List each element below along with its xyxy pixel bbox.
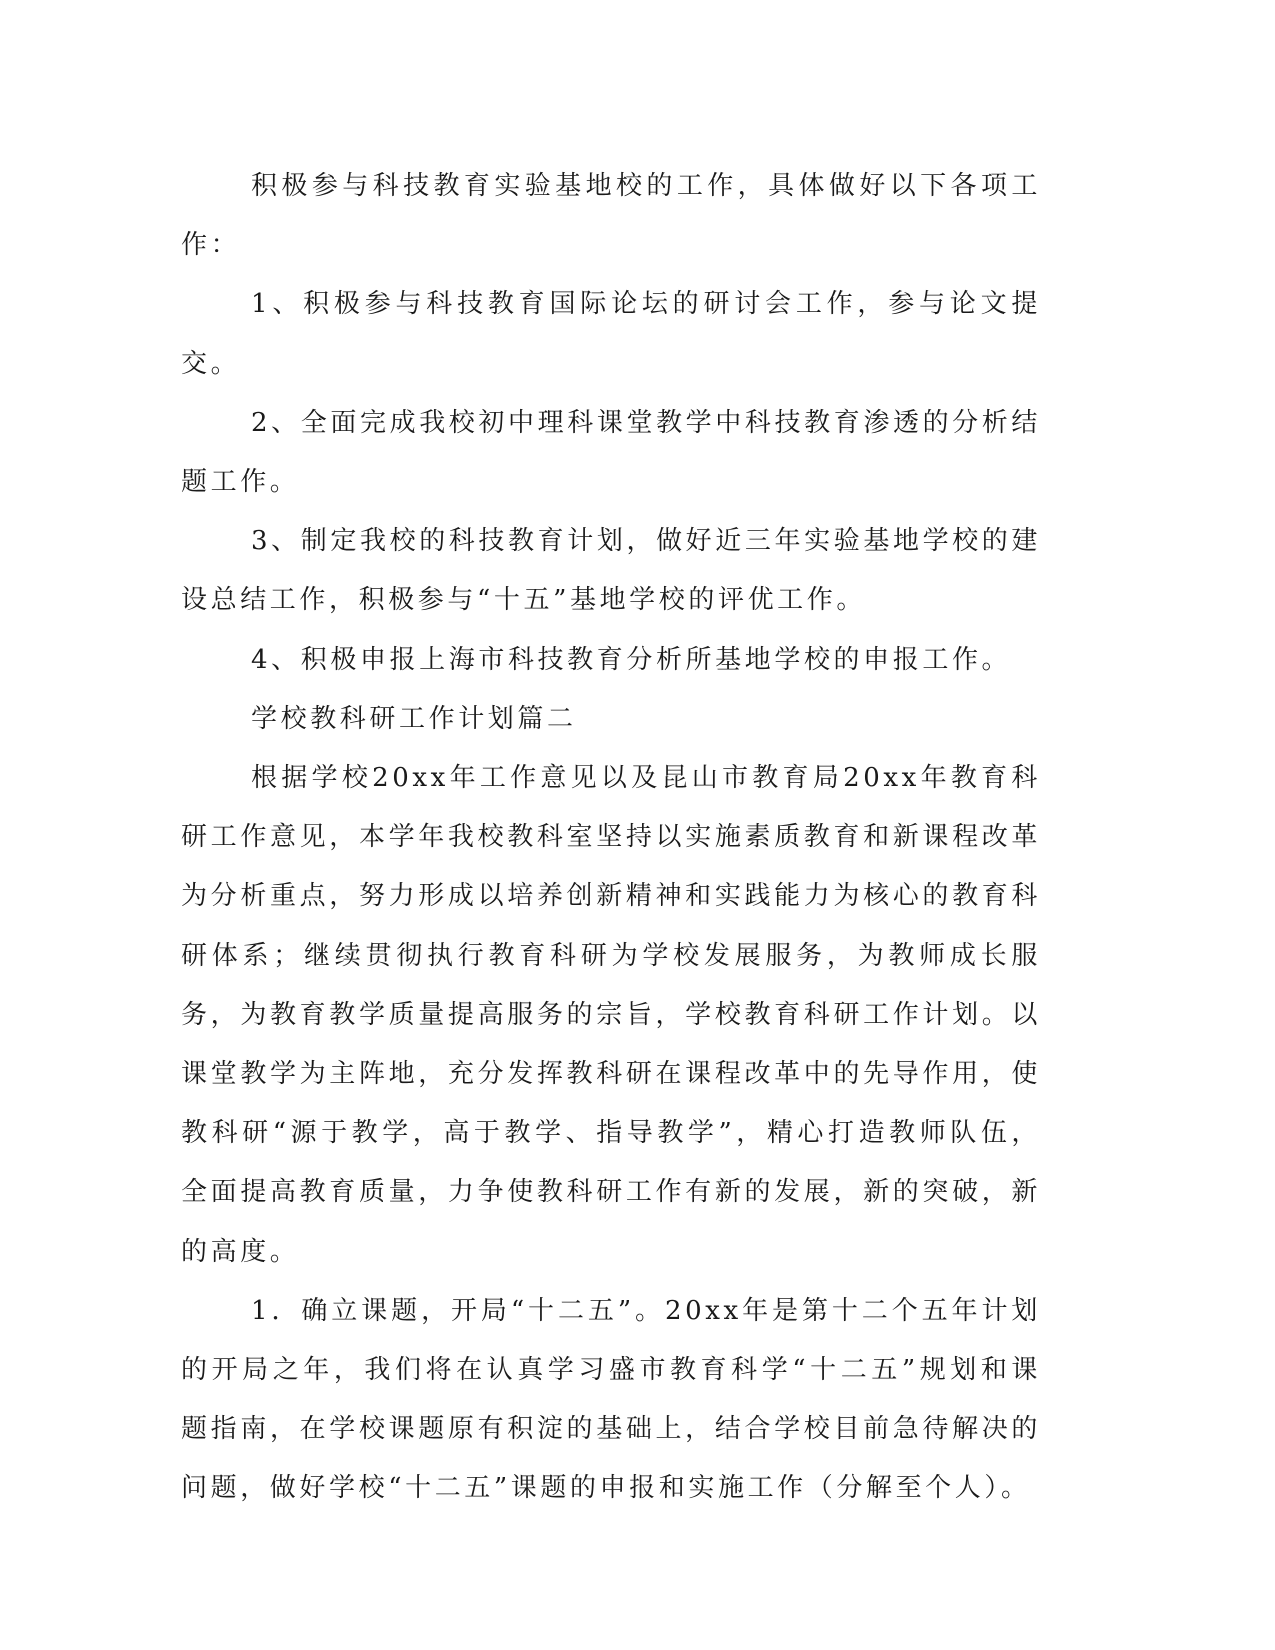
paragraph-item-4: 4、积极申报上海市科技教育分析所基地学校的申报工作。 xyxy=(251,644,1012,675)
paragraph-intro: 积极参与科技教育实验基地校的工作，具体做好以下各项工作： xyxy=(181,171,1041,261)
paragraph-item-1: 1、积极参与科技教育国际论坛的研讨会工作，参与论文提交。 xyxy=(181,289,1041,379)
paragraph-item-2: 2、全面完成我校初中理科课堂教学中科技教育渗透的分析结题工作。 xyxy=(181,407,1041,498)
document-body xyxy=(181,157,1041,1519)
paragraph-overview: 根据学校20xx年工作意见以及昆山市教育局20xx年教育科研工作意见，本学年我校教科室坚持以实施素质教育和新课程改革为分析重点，努力形成以培养创新精神和实践能力为核心的教育科研体系；继续贯彻执行教育科研为学校发展服务，为教师成长服务，为教育教学质量提高服务的宗旨，学校教育科研工作计划。以课堂教学为主阵地，充分发挥教科研在课程改革中的先导作用，使教科研“源于教学，高于教学、指导教学”，精心打造教师队伍，全面提高教育质量，力争使教科研工作有新的发展，新的突破，新的高度。 xyxy=(181,763,1041,1267)
section-heading: 学校教科研工作计划篇二 xyxy=(251,703,577,734)
paragraph-point-1: 1．确立课题，开局“十二五”。20xx年是第十二个五年计划的开局之年，我们将在认真学习盛市教育科学“十二五”规划和课题指南，在学校课题原有积淀的基础上，结合学校目前急待解决的问题，做好学校“十二五”课题的申报和实施工作（分解至个人）。 xyxy=(181,1295,1041,1504)
paragraph-item-3: 3、制定我校的科技教育计划，做好近三年实验基地学校的建设总结工作，积极参与“十五”基地学校的评优工作。 xyxy=(181,526,1041,616)
